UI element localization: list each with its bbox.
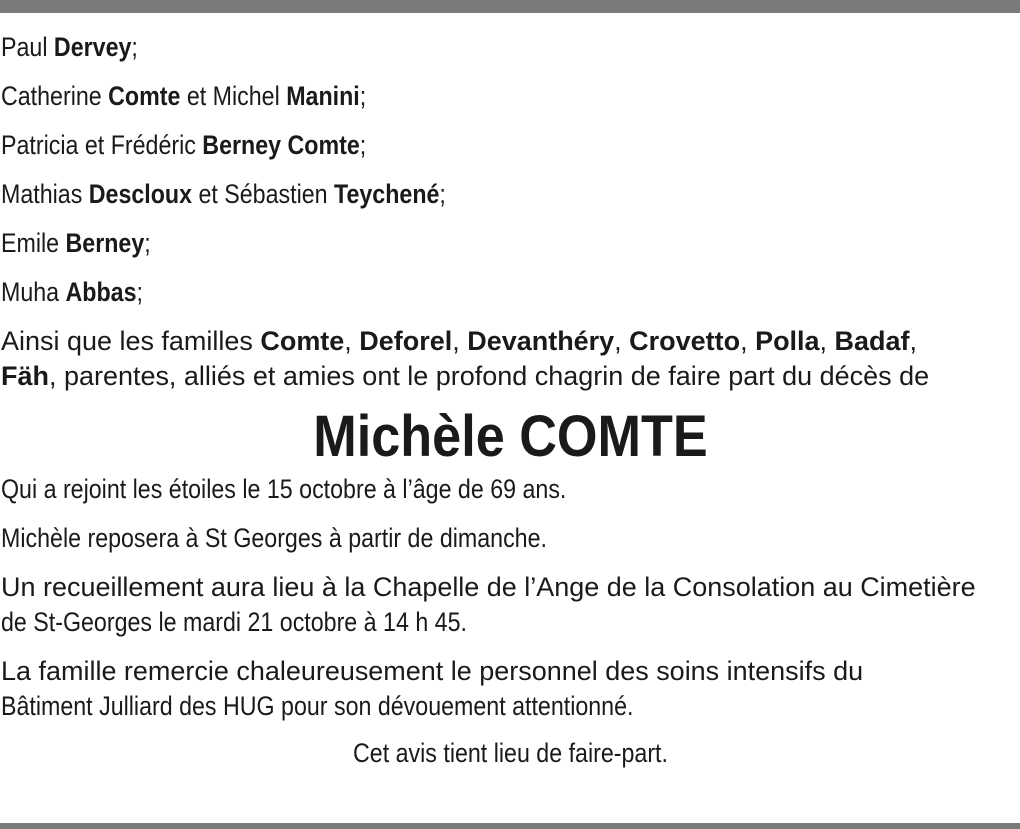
closing-line: Cet avis tient lieu de faire-part. (353, 738, 668, 768)
text-fragment: ; (439, 179, 446, 209)
family-line (1, 177, 877, 212)
info-line-2: Michèle reposera à St Georges à partir de dimanche. (1, 523, 547, 553)
surname: Comte (260, 326, 345, 356)
surname: Berney (65, 228, 145, 258)
text-fragment: et Michel (180, 81, 287, 111)
family-line (1, 30, 877, 65)
surname: Descloux (88, 179, 193, 209)
text-fragment: Patricia et Frédéric (1, 130, 203, 160)
surname: Berney Comte (202, 130, 360, 160)
text-fragment: ; (144, 228, 151, 258)
text-fragment: ; (131, 32, 138, 62)
families-row-1 (1, 324, 1019, 359)
text-fragment: ; (359, 130, 367, 160)
top-rule (0, 0, 1020, 13)
text-fragment: , (614, 326, 630, 356)
surname: Manini (286, 81, 360, 111)
thanks-paragraph (1, 654, 1020, 724)
family-line (1, 226, 877, 261)
text-fragment: , parentes, alliés et amies ont le profond chagrin de faire part du décès de (48, 361, 930, 391)
family-line (1, 79, 877, 114)
text-fragment: ; (359, 81, 367, 111)
surname: Crovetto (629, 326, 741, 356)
text-fragment: , (819, 326, 835, 356)
surname: Dervey (53, 32, 132, 62)
thanks-row-1: La famille remercie chaleureusement le personnel des soins intensifs du (1, 656, 864, 686)
surname: Badaf (834, 326, 910, 356)
text-fragment: ; (136, 277, 143, 307)
bottom-rule (0, 823, 1020, 829)
surname: Fäh (1, 361, 49, 391)
text-fragment: Mathias (1, 179, 89, 209)
surname: Polla (755, 326, 820, 356)
surname: Devanthéry (467, 326, 615, 356)
surname: Deforel (359, 326, 453, 356)
text-fragment: Ainsi que les familles (1, 326, 261, 356)
thanks-row-2: Bâtiment Julliard des HUG pour son dévouement attentionné. (1, 691, 634, 721)
families-row-2 (1, 359, 1019, 394)
family-line (1, 128, 877, 163)
family-line (1, 275, 877, 310)
text-fragment: Emile (1, 228, 66, 258)
surname: Teychené (334, 179, 440, 209)
surname: Comte (108, 81, 181, 111)
ceremony-row-2: de St-Georges le mardi 21 octobre à 14 h 45. (1, 607, 467, 637)
text-fragment: Muha (1, 277, 66, 307)
deceased-name: Michèle COMTE (313, 404, 708, 469)
text-fragment: et Sébastien (192, 179, 335, 209)
text-fragment: Catherine (1, 81, 109, 111)
text-fragment: , (344, 326, 360, 356)
ceremony-paragraph (1, 570, 1020, 640)
ceremony-row-1: Un recueillement aura lieu à la Chapelle de l’Ange de la Consolation au Cimetière (1, 572, 976, 602)
text-fragment: , (740, 326, 756, 356)
surname: Abbas (65, 277, 137, 307)
info-line-1: Qui a rejoint les étoiles le 15 octobre à l’âge de 69 ans. (1, 474, 567, 504)
text-fragment: , (452, 326, 468, 356)
text-fragment: , (909, 326, 918, 356)
family-list (1, 30, 1020, 310)
families-paragraph (1, 324, 1020, 394)
text-fragment: Paul (1, 32, 54, 62)
obituary-notice (1, 30, 1020, 771)
